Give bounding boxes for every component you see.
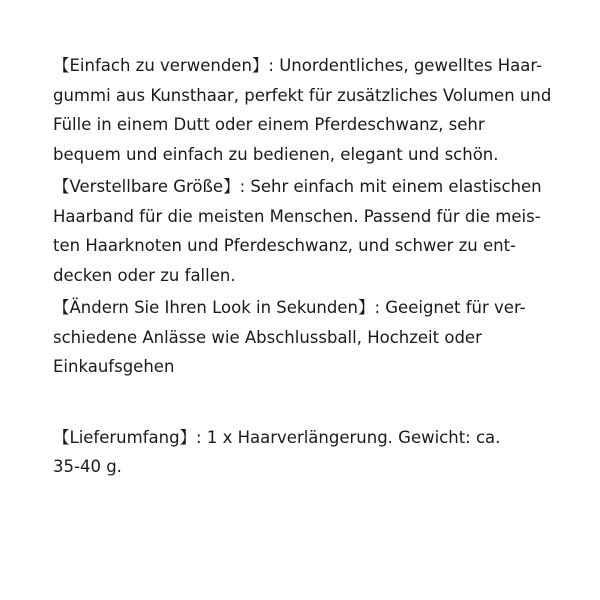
text-line: 【Verstellbare Größe】: Sehr einfach mit einem elastischen [53,177,542,196]
paragraph-package-contents [53,423,553,482]
text-line: 【Einfach zu verwenden】: Unordentliches, gewelltes Haar- [53,56,543,75]
text-line: schiedene Anlässe wie Abschlussball, Hochzeit oder [53,327,482,347]
text-line: bequem und einfach zu bedienen, elegant und schön. [53,144,499,164]
text-line: gummi aus Kunsthaar, perfekt für zusätzliches Volumen und [53,85,552,105]
paragraph-easy-to-use [53,51,553,169]
text-line: 【Ändern Sie Ihren Look in Sekunden】: Geeignet für ver- [53,298,526,317]
product-description [53,51,553,482]
paragraph-change-look [53,293,553,382]
text-line: Einkaufsgehen [53,357,175,376]
text-line: decken oder zu fallen. [53,265,236,285]
text-line: ten Haarknoten und Pferdeschwanz, und schwer zu ent- [53,236,516,255]
paragraph-adjustable-size [53,172,553,290]
text-line: 【Lieferumfang】: 1 x Haarverlängerung. Gewicht: ca. [53,427,501,447]
text-line: Haarband für die meisten Menschen. Passend für die meis- [53,206,541,226]
paragraph-spacer [53,382,553,423]
text-line: 35-40 g. [53,457,122,476]
text-line: Fülle in einem Dutt oder einem Pferdeschwanz, sehr [53,115,485,134]
